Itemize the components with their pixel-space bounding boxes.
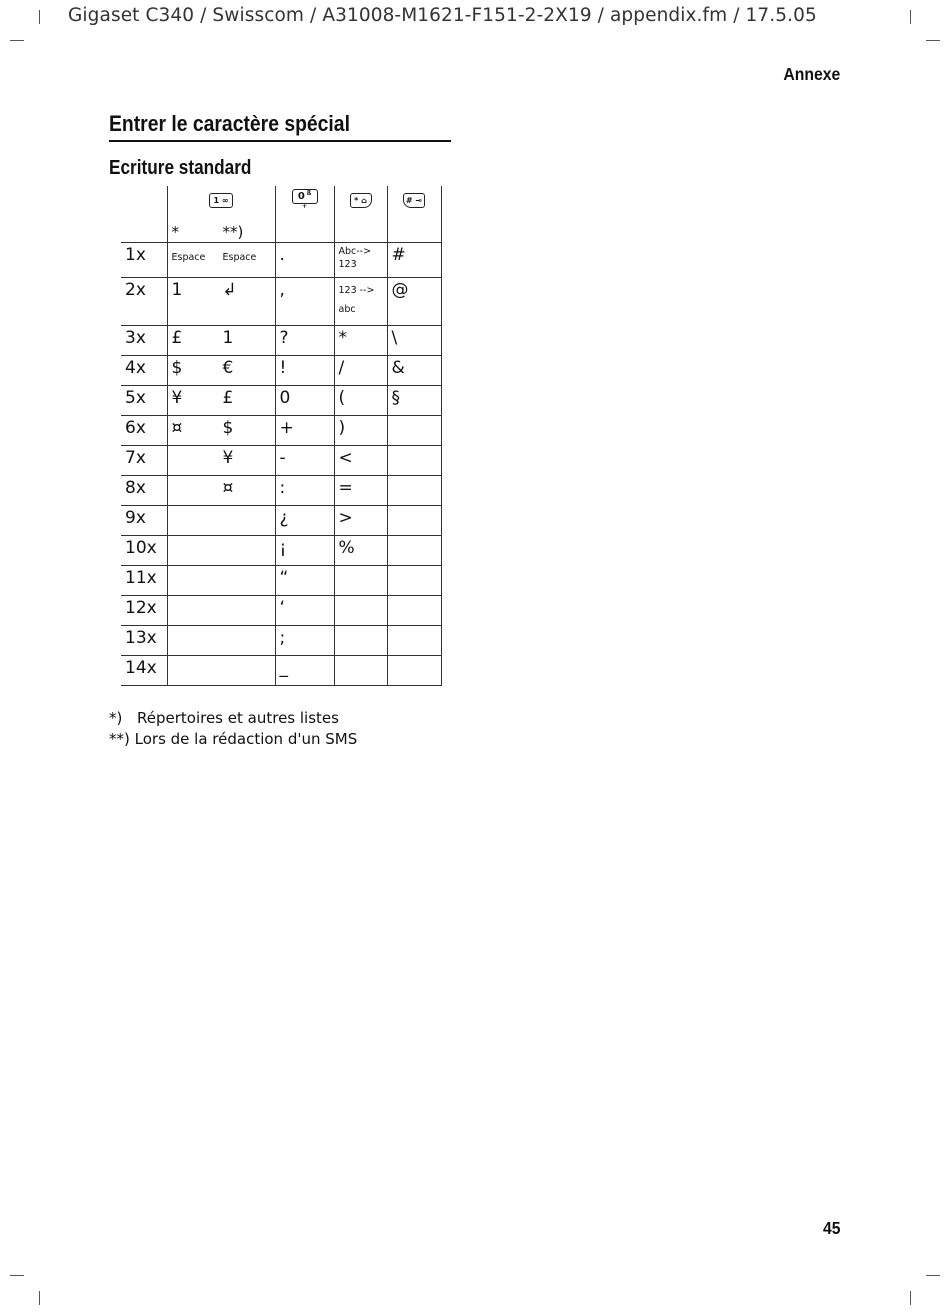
key-0-char-cell	[275, 278, 334, 326]
section-label: Annexe	[783, 64, 840, 84]
key-0-char-cell	[275, 356, 334, 386]
key-hash-char-cell	[387, 446, 441, 476]
special-characters-table	[121, 186, 442, 686]
table-row	[121, 278, 441, 326]
key-1-char-pair	[168, 479, 275, 498]
key-hash-char-cell	[387, 243, 441, 278]
key-star-char: =	[338, 478, 353, 498]
row-press-count: 10x	[121, 536, 167, 566]
key-1-char-sms: €	[222, 358, 234, 378]
key-0-char: .	[279, 245, 285, 265]
key-hash-char-cell	[387, 278, 441, 326]
document-header: Gigaset C340 / Swisscom / A31008-M1621-F151-2-2X19 / appendix.fm / 17.5.05	[68, 5, 817, 26]
key-1-char-sms: Espace	[222, 252, 257, 263]
key-star-char: <	[338, 448, 353, 468]
row-press-count: 6x	[121, 416, 167, 446]
key-1-char-normal: ¥	[171, 388, 183, 408]
header-key-0	[275, 186, 334, 243]
key-0-icon: 0 $^{ß +}$	[292, 189, 318, 204]
key-1-char-normal: Espace	[171, 252, 206, 263]
key-0-char-cell	[275, 416, 334, 446]
key-0-char-cell	[275, 476, 334, 506]
row-press-count: 3x	[121, 326, 167, 356]
key-0-char: 0	[279, 388, 291, 408]
key-1-char-normal: 1	[171, 280, 183, 300]
key-hash-char-cell	[387, 656, 441, 686]
key-star-char-cell	[334, 416, 387, 446]
key-1-char-pair	[168, 329, 275, 348]
key-star-char: (	[338, 388, 346, 408]
key-0-char: ¿	[279, 508, 289, 528]
key-1-char-pair	[168, 389, 275, 408]
key-0-char: ¡	[279, 538, 287, 558]
key-1-chars-cell	[167, 626, 275, 656]
key-star-char-cell	[334, 476, 387, 506]
key-hash-char-cell	[387, 506, 441, 536]
crop-mark	[926, 1275, 940, 1276]
key-1-char-normal	[168, 479, 223, 498]
table-row	[121, 566, 441, 596]
row-press-count: 2x	[121, 278, 167, 326]
key-hash-char-cell	[387, 566, 441, 596]
key-1-chars-cell	[167, 596, 275, 626]
key-0-char-cell	[275, 506, 334, 536]
key-hash-char: \	[391, 328, 398, 348]
key-0-char-cell	[275, 566, 334, 596]
key-star-char: Abc--> 123	[338, 246, 372, 270]
key-1-char-sms: ¤	[222, 478, 234, 498]
table-row	[121, 386, 441, 416]
key-0-char: “	[279, 568, 289, 588]
table-row	[121, 596, 441, 626]
footnote-2	[109, 730, 357, 748]
key-0-char: +	[279, 418, 294, 438]
header-mark-double-star: **)	[222, 223, 244, 241]
key-1-char-sms: ↲	[222, 280, 237, 300]
key-0-char-cell	[275, 326, 334, 356]
row-press-count: 4x	[121, 356, 167, 386]
key-star-char-cell	[334, 536, 387, 566]
key-0-char: ;	[279, 628, 286, 648]
key-hash-char-cell	[387, 356, 441, 386]
key-1-chars-cell	[167, 656, 275, 686]
title-underline	[109, 140, 451, 142]
key-0-char-cell	[275, 536, 334, 566]
key-1-voicemail-icon: 1 ∞	[209, 193, 233, 208]
key-1-chars-cell	[167, 356, 275, 386]
footnote-text: Répertoires et autres listes	[137, 709, 339, 727]
row-press-count: 1x	[121, 243, 167, 278]
table-row	[121, 536, 441, 566]
key-star-char: *	[338, 328, 347, 348]
crop-mark	[926, 40, 940, 41]
key-star-char: )	[338, 418, 346, 438]
footnote-mark: **)	[109, 730, 130, 748]
table-row	[121, 326, 441, 356]
key-0-char-cell	[275, 243, 334, 278]
key-0-char-cell	[275, 656, 334, 686]
key-star-char-cell	[334, 386, 387, 416]
key-1-char-sms: ¥	[222, 448, 234, 468]
key-0-char: :	[279, 478, 286, 498]
page-title: Entrer le caractère spécial	[109, 111, 350, 136]
key-hash-char-cell	[387, 596, 441, 626]
table-row	[121, 656, 441, 686]
subtitle: Ecriture standard	[109, 157, 252, 179]
key-0-char: ,	[279, 280, 285, 300]
crop-mark	[910, 10, 911, 24]
row-press-count: 13x	[121, 626, 167, 656]
row-press-count: 5x	[121, 386, 167, 416]
row-press-count: 8x	[121, 476, 167, 506]
key-1-chars-cell	[167, 278, 275, 326]
key-0-char: _	[279, 658, 288, 678]
key-hash-char: §	[391, 388, 400, 408]
key-0-char-cell	[275, 446, 334, 476]
key-1-char-sms: $	[222, 418, 234, 438]
key-1-char-pair	[168, 359, 275, 378]
header-key-star	[334, 186, 387, 243]
key-1-char-sms: 1	[222, 328, 234, 348]
crop-mark	[39, 1291, 40, 1305]
key-1-char-normal: ¤	[171, 418, 183, 438]
row-press-count: 11x	[121, 566, 167, 596]
key-hash-icon: # ⊸	[403, 193, 425, 208]
footnote-mark: *)	[109, 709, 123, 727]
header-mark-star: *	[171, 223, 179, 241]
table-row	[121, 506, 441, 536]
row-press-count: 14x	[121, 656, 167, 686]
key-1-char-pair	[168, 419, 275, 438]
key-star-char-cell	[334, 566, 387, 596]
key-0-label: 0	[297, 191, 305, 202]
key-hash-char-cell	[387, 326, 441, 356]
key-1-chars-cell	[167, 386, 275, 416]
key-star-char-cell	[334, 243, 387, 278]
key-star-char: >	[338, 508, 353, 528]
table-row	[121, 626, 441, 656]
table-row	[121, 476, 441, 506]
key-star-char: %	[338, 538, 355, 558]
key-1-char-normal: $	[171, 358, 183, 378]
header-empty-cell	[121, 186, 167, 243]
key-1-char-pair	[168, 281, 275, 300]
key-1-chars-cell	[167, 476, 275, 506]
key-0-char: -	[279, 448, 286, 468]
key-star-char-cell	[334, 356, 387, 386]
table-row	[121, 446, 441, 476]
key-1-chars-cell	[167, 566, 275, 596]
key-hash-char: &	[391, 358, 405, 378]
key-hash-char-cell	[387, 536, 441, 566]
table-row	[121, 356, 441, 386]
key-0-char: ‘	[279, 598, 285, 618]
key-1-char-normal: £	[171, 328, 183, 348]
key-1-chars-cell	[167, 536, 275, 566]
key-1-char-pair	[168, 246, 275, 265]
key-star-char-cell	[334, 596, 387, 626]
key-0-char-cell	[275, 596, 334, 626]
key-1-chars-cell	[167, 243, 275, 278]
row-press-count: 7x	[121, 446, 167, 476]
key-star-char-cell	[334, 278, 387, 326]
table-row	[121, 416, 441, 446]
key-hash-char-cell	[387, 476, 441, 506]
key-1-chars-cell	[167, 506, 275, 536]
key-star-char-cell	[334, 446, 387, 476]
page-number: 45	[822, 1218, 840, 1238]
row-press-count: 12x	[121, 596, 167, 626]
key-hash-char: #	[391, 245, 406, 265]
key-star-char-cell	[334, 656, 387, 686]
row-press-count: 9x	[121, 506, 167, 536]
header-key-hash	[387, 186, 441, 243]
crop-mark	[10, 1275, 24, 1276]
key-star-char: 123 --> abc	[338, 285, 375, 315]
key-0-char-cell	[275, 626, 334, 656]
key-hash-char-cell	[387, 626, 441, 656]
key-1-chars-cell	[167, 446, 275, 476]
key-1-chars-cell	[167, 416, 275, 446]
key-0-char: !	[279, 358, 287, 378]
key-star-char: /	[338, 358, 345, 378]
key-star-char-cell	[334, 506, 387, 536]
key-0-char-cell	[275, 386, 334, 416]
header-key-1	[167, 186, 275, 243]
crop-mark	[10, 40, 24, 41]
key-hash-char-cell	[387, 416, 441, 446]
crop-mark	[39, 10, 40, 24]
key-star-char-cell	[334, 326, 387, 356]
key-1-char-pair	[168, 449, 275, 468]
key-1-char-normal	[168, 449, 223, 468]
key-hash-char-cell	[387, 386, 441, 416]
crop-mark	[910, 1291, 911, 1305]
footnote-1	[109, 709, 339, 727]
key-1-char-sms: £	[222, 388, 234, 408]
table-header-row	[121, 186, 441, 243]
key-1-chars-cell	[167, 326, 275, 356]
table-row	[121, 243, 441, 278]
key-star-char-cell	[334, 626, 387, 656]
key-hash-char: @	[391, 280, 409, 300]
key-0-char: ?	[279, 328, 289, 348]
footnote-text: Lors de la rédaction d'un SMS	[134, 730, 358, 748]
key-star-icon: * ⌂	[350, 193, 372, 208]
